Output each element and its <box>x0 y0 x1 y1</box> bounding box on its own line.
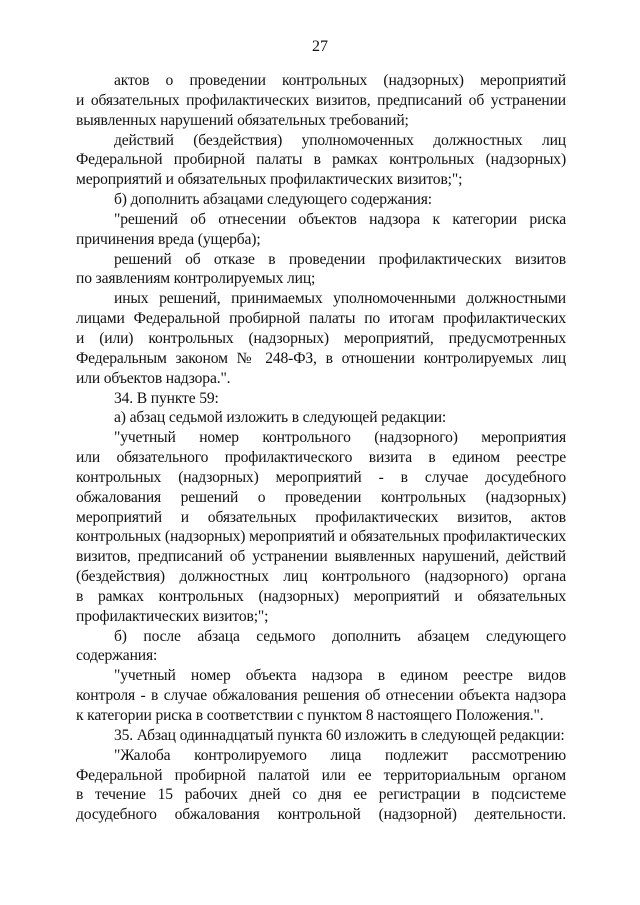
text-line: актов о проведении контрольных (надзорных) мероприятий <box>114 72 566 89</box>
text-line: Федеральной пробирной палаты в рамках контрольных (надзорных) <box>76 151 566 169</box>
text-line: действий (бездействия) уполномоченных должностных лиц <box>114 131 566 149</box>
text-line: б) дополнить абзацами следующего содержания: <box>114 191 432 209</box>
text-line: мероприятий и обязательных профилактических визитов, актов <box>76 508 566 526</box>
text-line: контроля - в случае обжалования решения об отнесении объекта надзора <box>76 687 566 705</box>
text-line: б) после абзаца седьмого дополнить абзацем следующего <box>114 627 566 645</box>
text-line: или обязательного профилактического визита в едином реестре <box>76 449 566 467</box>
text-line: и (или) контрольных (надзорных) мероприятий, предусмотренных <box>76 329 566 347</box>
text-line: в течение 15 рабочих дней со дня ее регистрации в подсистеме <box>76 786 566 804</box>
text-line: досудебного обжалования контрольной (надзорной) деятельности. <box>76 806 566 824</box>
text-line: к категории риска в соответствии с пунктом 8 настоящего Положения.". <box>76 707 544 724</box>
text-line: профилактических визитов;"; <box>76 607 269 625</box>
text-line: Федеральной пробирной палатой или ее территориальным органом <box>76 766 566 784</box>
text-line: 34. В пункте 59: <box>114 389 219 407</box>
text-line: содержания: <box>76 647 158 665</box>
text-line: лицами Федеральной пробирной палаты по итогам профилактических <box>76 310 566 328</box>
document-body <box>76 71 566 825</box>
text-line: 35. Абзац одиннадцатый пункта 60 изложить в следующей редакции: <box>114 726 565 744</box>
page-number: 27 <box>312 38 328 55</box>
text-line: "учетный номер объекта надзора в едином реестре видов <box>114 667 566 685</box>
text-line: иных решений, принимаемых уполномоченными должностными <box>114 290 566 308</box>
text-line: обжалования решений о проведении контрольных (надзорных) <box>76 488 566 506</box>
text-line: или объектов надзора.". <box>76 369 231 387</box>
text-line: визитов, предписаний об устранении выявленных нарушений, действий <box>76 548 566 566</box>
text-line: контрольных (надзорных) мероприятий - в случае досудебного <box>76 468 566 486</box>
text-line: мероприятий и обязательных профилактических визитов;"; <box>76 171 463 189</box>
text-line: а) абзац седьмой изложить в следующей редакции: <box>114 409 447 427</box>
text-line: "решений об отнесении объектов надзора к категории риска <box>114 210 566 228</box>
text-line: "Жалоба контролируемого лица подлежит рассмотрению <box>114 746 566 764</box>
text-line: контрольных (надзорных) мероприятий и обязательных профилактических <box>76 528 567 546</box>
text-line: "учетный номер контрольного (надзорного) мероприятия <box>114 429 566 447</box>
text-line: и обязательных профилактических визитов, предписаний об устранении <box>76 91 566 109</box>
text-line: решений об отказе в проведении профилактических визитов <box>114 250 566 268</box>
text-line: причинения вреда (ущерба); <box>76 230 261 248</box>
text-line: Федеральным законом № 248-ФЗ, в отношении контролируемых лиц <box>76 349 566 367</box>
text-line: (бездействия) должностных лиц контрольного (надзорного) органа <box>76 568 566 586</box>
text-line: выявленных нарушений обязательных требований; <box>76 111 409 129</box>
text-line: в рамках контрольных (надзорных) мероприятий и обязательных <box>76 587 566 605</box>
text-line: по заявлениям контролируемых лиц; <box>76 270 316 288</box>
